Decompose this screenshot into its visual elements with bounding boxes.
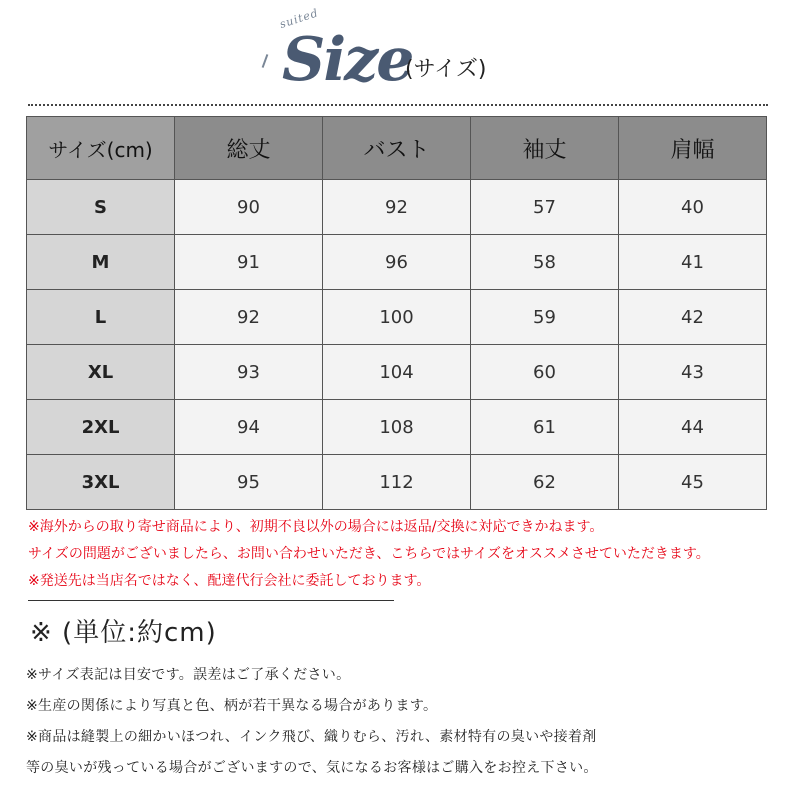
cell-bust: 96 bbox=[323, 235, 471, 290]
table-row bbox=[27, 180, 767, 235]
header-length: 総丈 bbox=[175, 117, 323, 180]
table-row bbox=[27, 345, 767, 400]
cell-sleeve: 59 bbox=[471, 290, 619, 345]
warning-notes bbox=[28, 514, 788, 595]
cell-bust: 100 bbox=[323, 290, 471, 345]
note-line: 等の臭いが残っている場合がございますので、気になるお客様はご購入をお控え下さい。 bbox=[26, 760, 598, 776]
cell-sleeve: 58 bbox=[471, 235, 619, 290]
header-shoulder: 肩幅 bbox=[619, 117, 767, 180]
row-size: S bbox=[27, 180, 175, 235]
table-row bbox=[27, 455, 767, 510]
cell-sleeve: 61 bbox=[471, 400, 619, 455]
cell-shoulder: 41 bbox=[619, 235, 767, 290]
table-row bbox=[27, 290, 767, 345]
cell-length: 94 bbox=[175, 400, 323, 455]
header-bust: バスト bbox=[323, 117, 471, 180]
cell-sleeve: 62 bbox=[471, 455, 619, 510]
size-subtitle: (サイズ) bbox=[405, 57, 487, 82]
decorative-tick bbox=[262, 54, 269, 68]
row-size: L bbox=[27, 290, 175, 345]
header-size: サイズ(cm) bbox=[27, 117, 175, 180]
cell-bust: 108 bbox=[323, 400, 471, 455]
warning-note: ※海外からの取り寄せ商品により、初期不良以外の場合には返品/交換に対応できかねます。 bbox=[28, 519, 604, 535]
size-header bbox=[260, 6, 560, 104]
size-title: Size bbox=[282, 25, 413, 95]
row-size: 2XL bbox=[27, 400, 175, 455]
notes bbox=[26, 660, 794, 784]
unit-label: ※ (単位:約cm) bbox=[30, 618, 217, 648]
cell-length: 95 bbox=[175, 455, 323, 510]
cell-length: 90 bbox=[175, 180, 323, 235]
warning-note: サイズの問題がございましたら、お問い合わせいただき、こちらではサイズをオススメさせていただきます。 bbox=[28, 546, 710, 562]
cell-length: 92 bbox=[175, 290, 323, 345]
table-header-row bbox=[27, 117, 767, 180]
note-line: ※サイズ表記は目安です。誤差はご了承ください。 bbox=[26, 667, 351, 683]
cell-sleeve: 60 bbox=[471, 345, 619, 400]
row-size: XL bbox=[27, 345, 175, 400]
cell-bust: 112 bbox=[323, 455, 471, 510]
cell-shoulder: 44 bbox=[619, 400, 767, 455]
table-row bbox=[27, 400, 767, 455]
cell-shoulder: 42 bbox=[619, 290, 767, 345]
table-row bbox=[27, 235, 767, 290]
header-sleeve: 袖丈 bbox=[471, 117, 619, 180]
cell-length: 91 bbox=[175, 235, 323, 290]
note-line: ※商品は縫製上の細かいほつれ、インク飛び、織りむら、汚れ、素材特有の臭いや接着剤 bbox=[26, 729, 597, 745]
cell-shoulder: 45 bbox=[619, 455, 767, 510]
row-size: M bbox=[27, 235, 175, 290]
suited-label: suited bbox=[277, 6, 321, 32]
cell-shoulder: 40 bbox=[619, 180, 767, 235]
warning-note: ※発送先は当店名ではなく、配達代行会社に委託しております。 bbox=[28, 573, 431, 589]
dotted-divider bbox=[28, 104, 768, 106]
cell-bust: 104 bbox=[323, 345, 471, 400]
note-line: ※生産の関係により写真と色、柄が若干異なる場合があります。 bbox=[26, 698, 438, 714]
cell-length: 93 bbox=[175, 345, 323, 400]
size-table bbox=[26, 116, 767, 510]
cell-shoulder: 43 bbox=[619, 345, 767, 400]
row-size: 3XL bbox=[27, 455, 175, 510]
cell-sleeve: 57 bbox=[471, 180, 619, 235]
section-divider bbox=[28, 600, 394, 601]
cell-bust: 92 bbox=[323, 180, 471, 235]
